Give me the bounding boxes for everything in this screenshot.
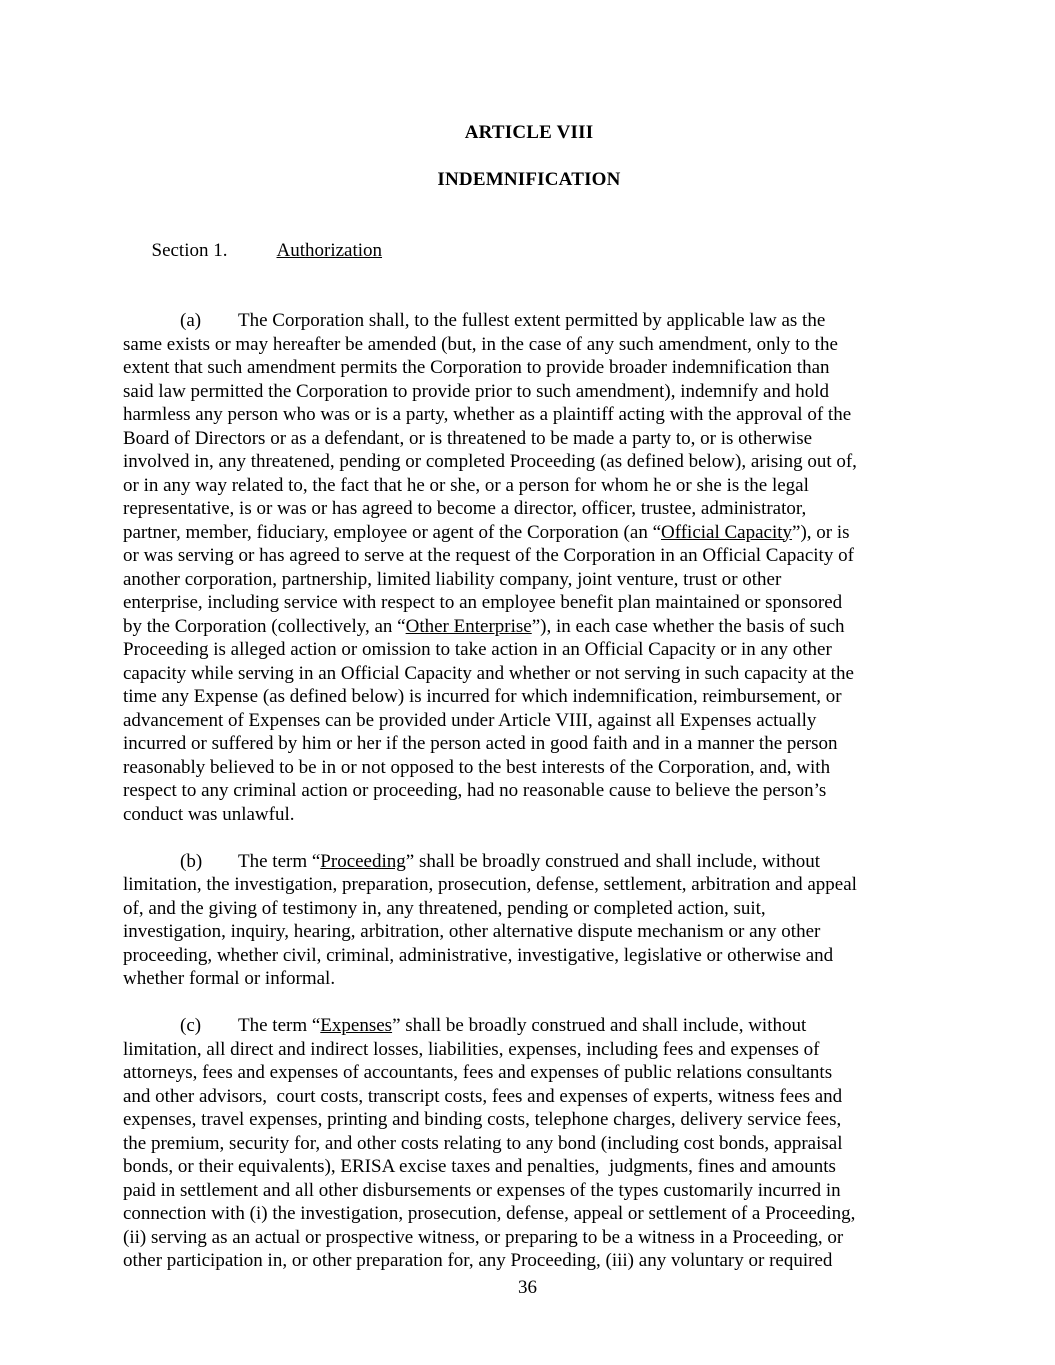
paragraph [123, 1014, 935, 1273]
text-run: ”), in each case whether the basis of such [531, 615, 845, 637]
text-run: and other advisors, court costs, transcript costs, fees and expenses of experts, witness fees and [123, 1085, 843, 1107]
paragraph-marker: (a) [180, 310, 202, 331]
text-run: limitation, the investigation, preparation, prosecution, defense, settlement, arbitration and appeal [123, 874, 857, 895]
text-run: harmless any person who was or is a party, whether as a plaintiff acting with the approval of the [123, 404, 852, 425]
text-line [123, 944, 935, 968]
text-line [123, 850, 935, 874]
text-line [123, 403, 935, 427]
text-run: the premium, security for, and other costs relating to any bond (including cost bonds, appraisal [123, 1132, 843, 1154]
text-line [123, 638, 935, 662]
text-line [123, 615, 935, 639]
text-line [123, 497, 935, 521]
text-run: enterprise, including service with respect to an employee benefit plan maintained or sponsored [123, 592, 843, 613]
text-run: ” shall be broadly construed and shall include, without [392, 1015, 807, 1036]
text-line [123, 1249, 935, 1273]
text-line [123, 356, 935, 380]
paragraph-marker: (c) [180, 1015, 202, 1036]
text-run: investigation, inquiry, hearing, arbitration, other alternative dispute mechanism or any other [123, 921, 821, 942]
article-subtitle: INDEMNIFICATION [437, 169, 621, 190]
text-run: whether formal or informal. [123, 968, 336, 989]
document-content [123, 121, 935, 1296]
text-line [123, 309, 935, 333]
text-line [123, 873, 935, 897]
text-run: conduct was unlawful. [123, 803, 295, 825]
text-run: attorneys, fees and expenses of accountants, fees and expenses of public relations consultants [123, 1062, 833, 1083]
text-line [123, 779, 935, 803]
text-line [123, 1014, 935, 1038]
paragraph-marker: (b) [180, 850, 203, 872]
text-run: connection with (i) the investigation, prosecution, defense, appeal or settlement of a Proceeding, [123, 1203, 856, 1224]
text-line [123, 685, 935, 709]
text-run: or was serving or has agreed to serve at the request of the Corporation in an Official Capacity of [123, 545, 854, 566]
text-line [123, 1202, 935, 1226]
text-run: respect to any criminal action or proceeding, had no reasonable cause to believe the person’s [123, 780, 827, 801]
text-line [123, 450, 935, 474]
text-line [123, 1179, 935, 1203]
text-run: (ii) serving as an actual or prospective witness, or preparing to be a witness in a Proceeding, or [123, 1226, 844, 1248]
text-line [123, 1226, 935, 1250]
text-run: of, and the giving of testimony in, any threatened, pending or completed action, suit, [123, 897, 766, 919]
text-line [123, 1155, 935, 1179]
text-run: proceeding, whether civil, criminal, administrative, investigative, legislative or otherwise and [123, 944, 834, 966]
text-line [123, 544, 935, 568]
text-run: reasonably believed to be in or not opposed to the best interests of the Corporation, and, with [123, 756, 831, 778]
text-run: by the Corporation (collectively, an “ [123, 615, 406, 637]
text-line [123, 380, 935, 404]
text-line [123, 568, 935, 592]
text-run: another corporation, partnership, limited liability company, joint venture, trust or other [123, 568, 782, 590]
text-line [123, 756, 935, 780]
text-run: ”), or is [792, 521, 850, 543]
text-run: time any Expense (as defined below) is incurred for which indemnification, reimbursement, or [123, 686, 842, 707]
text-line [123, 920, 935, 944]
underlined-term: Expenses [320, 1015, 393, 1036]
text-line [123, 897, 935, 921]
text-run: said law permitted the Corporation to provide prior to such amendment), indemnify and hold [123, 380, 830, 402]
section-number-label: Section 1. [151, 239, 228, 261]
paragraphs [123, 309, 935, 1273]
text-line [123, 1132, 935, 1156]
text-line [123, 967, 935, 991]
text-run: extent that such amendment permits the Corporation to provide broader indemnification than [123, 357, 830, 378]
text-line [123, 662, 935, 686]
underlined-term: Official Capacity [661, 521, 793, 543]
page-number: 36 [518, 1277, 537, 1298]
text-run: Proceeding is alleged action or omission to take action in an Official Capacity or in any other [123, 639, 832, 660]
text-run: paid in settlement and all other disbursements or expenses of the types customarily incurred in [123, 1179, 841, 1201]
text-line [123, 1085, 935, 1109]
paragraph [123, 309, 935, 826]
underlined-term: Proceeding [320, 850, 406, 872]
text-run: or in any way related to, the fact that he or she, or a person for whom he or she is the legal [123, 474, 809, 496]
text-line [123, 427, 935, 451]
article-title: ARTICLE VIII [464, 122, 594, 143]
text-run: ” shall be broadly construed and shall include, without [405, 850, 820, 872]
paragraph [123, 850, 935, 991]
text-run: The term “ [238, 850, 321, 872]
text-run: limitation, all direct and indirect losses, liabilities, expenses, including fees and expenses of [123, 1038, 820, 1060]
text-run: The term “ [238, 1015, 321, 1036]
text-line [123, 474, 935, 498]
text-line [123, 333, 935, 357]
text-run: other participation in, or other preparation for, any Proceeding, (iii) any voluntary or required [123, 1250, 833, 1271]
section-heading: Authorization [276, 239, 383, 261]
text-line [123, 1108, 935, 1132]
text-run: incurred or suffered by him or her if the person acted in good faith and in a manner the person [123, 733, 838, 754]
text-run: representative, is or was or has agreed to become a director, officer, trustee, administrator, [123, 498, 807, 519]
underlined-term: Other Enterprise [405, 615, 532, 637]
text-run: advancement of Expenses can be provided under Article VIII, against all Expenses actually [123, 709, 817, 731]
text-line [123, 1038, 935, 1062]
text-line [123, 803, 935, 827]
text-run: involved in, any threatened, pending or completed Proceeding (as defined below), arising out of, [123, 451, 857, 472]
text-run: same exists or may hereafter be amended (but, in the case of any such amendment, only to the [123, 333, 838, 355]
text-line [123, 521, 935, 545]
text-run: partner, member, fiduciary, employee or agent of the Corporation (an “ [123, 521, 662, 543]
text-line [123, 1061, 935, 1085]
text-run: bonds, or their equivalents), ERISA excise taxes and penalties, judgments, fines and amounts [123, 1156, 836, 1177]
section-heading-line [123, 215, 935, 286]
text-run: expenses, travel expenses, printing and binding costs, telephone charges, delivery service fees, [123, 1109, 842, 1130]
text-run: Board of Directors or as a defendant, or is threatened to be made a party to, or is otherwise [123, 427, 813, 449]
text-line [123, 732, 935, 756]
text-run: The Corporation shall, to the fullest extent permitted by applicable law as the [238, 310, 826, 331]
text-line [123, 709, 935, 733]
text-run: capacity while serving in an Official Capacity and whether or not serving in such capacity at the [123, 662, 854, 684]
text-line [123, 591, 935, 615]
